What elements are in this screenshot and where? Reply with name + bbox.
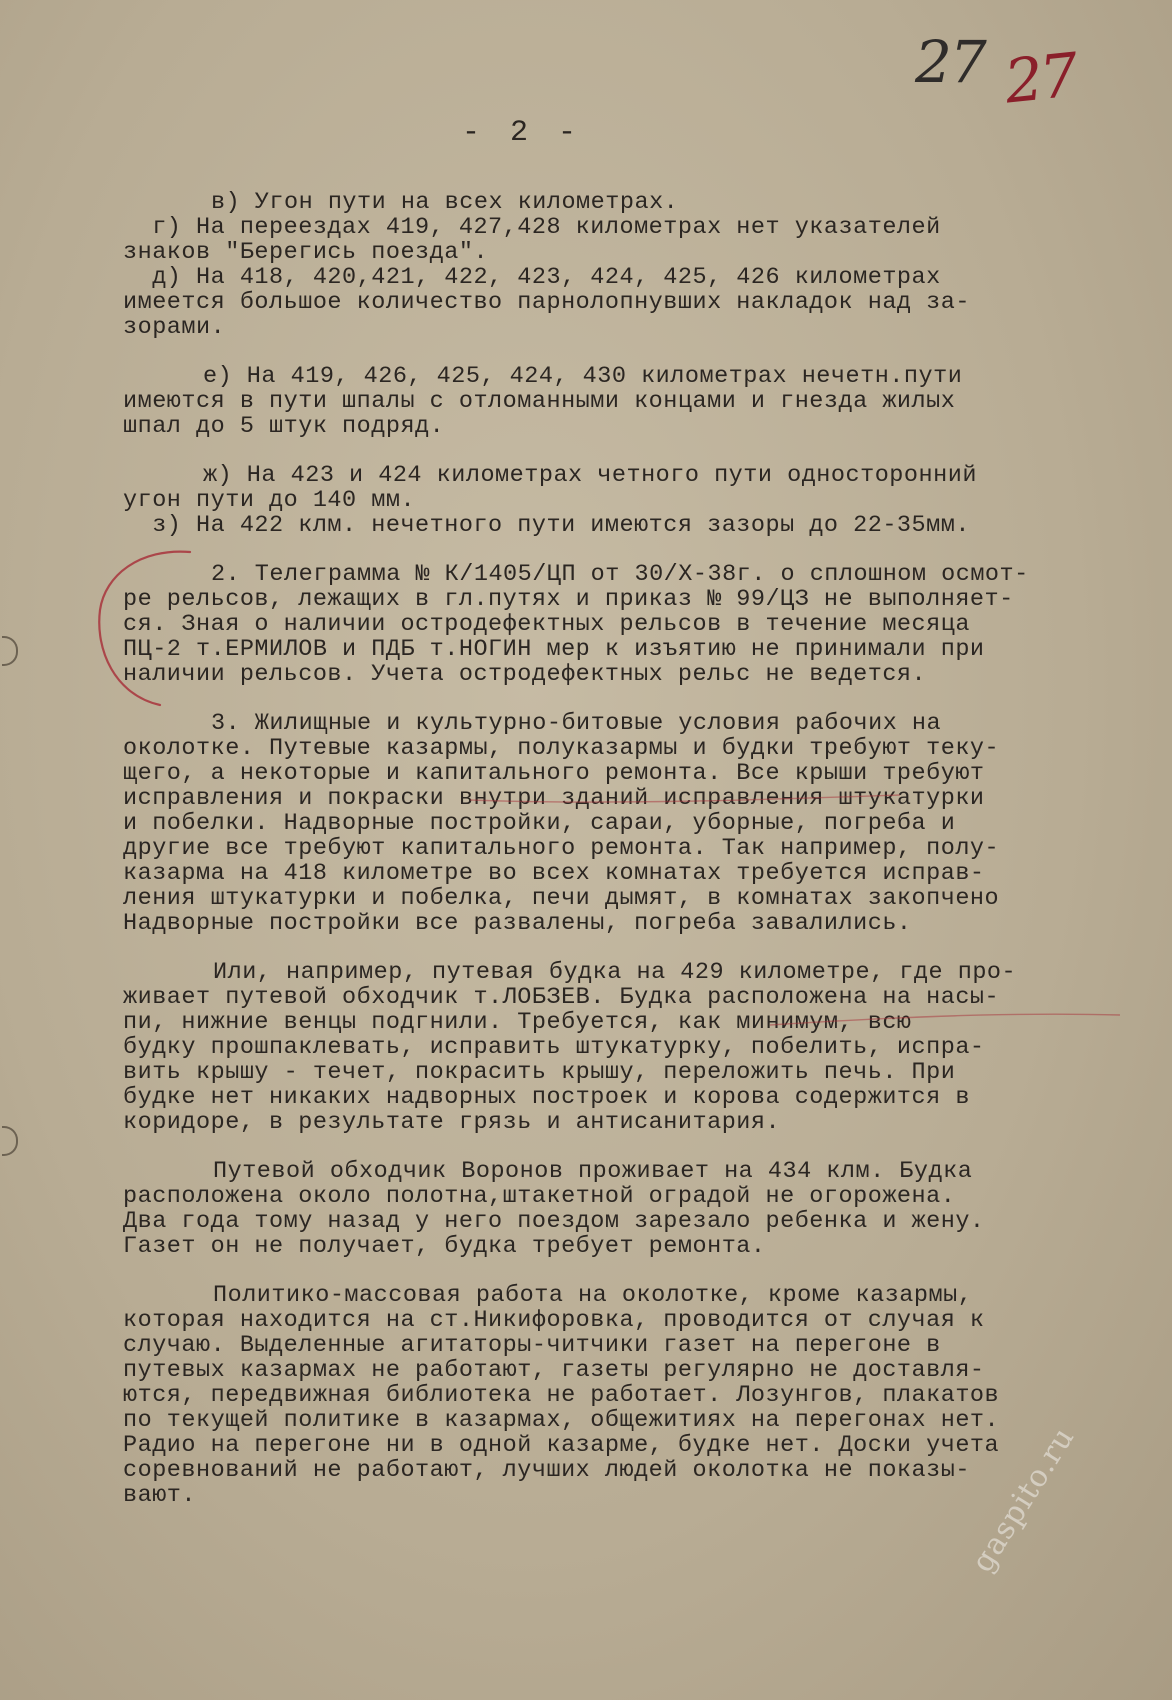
text-line: Радио на перегоне ни в одной казарме, будке нет. Доски учета bbox=[123, 1432, 1000, 1459]
paragraph-gap bbox=[123, 936, 1163, 960]
text-line: другие все требуют капитального ремонта. Так например, полу- bbox=[123, 835, 1000, 862]
text-line: путевых казармах не работают, газеты регулярно не доставля- bbox=[123, 1357, 985, 1384]
text-line: наличии рельсов. Учета остродефектных рельс не ведется. bbox=[123, 661, 927, 688]
text-line: угон пути до 140 мм. bbox=[123, 487, 416, 514]
paragraph-gap bbox=[123, 439, 1163, 463]
paragraph bbox=[123, 190, 1163, 340]
text-line: исправления и покраски внутри зданий исправления штукатурки bbox=[123, 785, 985, 812]
text-line: расположена около полотна,штакетной оградой не огорожена. bbox=[123, 1183, 956, 1210]
text-line: в) Угон пути на всех километрах. bbox=[211, 189, 679, 216]
paragraph bbox=[123, 463, 1163, 538]
text-line: и побелки. Надворные постройки, сараи, уборные, погреба и bbox=[123, 810, 956, 837]
text-line: будку прошпаклевать, исправить штукатурку, побелить, испра- bbox=[123, 1034, 985, 1061]
paragraph bbox=[123, 1159, 1163, 1259]
watermark: gaspito.ru bbox=[965, 1420, 1082, 1579]
text-line: ся. Зная о наличии остродефектных рельсов в течение месяца bbox=[123, 611, 970, 638]
text-line: вают. bbox=[123, 1482, 197, 1509]
text-line: по текущей политике в казармах, общежитиях на перегонах нет. bbox=[123, 1407, 1000, 1434]
archive-number-pencil: 27 bbox=[915, 28, 985, 96]
paragraph-gap bbox=[123, 340, 1163, 364]
text-line: имеется большое количество парнолопнувших накладок над за- bbox=[123, 289, 970, 316]
paragraph bbox=[123, 562, 1163, 687]
punch-hole-bottom bbox=[2, 1126, 18, 1156]
text-line: Два года тому назад у него поездом зарезало ребенка и жену. bbox=[123, 1208, 985, 1235]
text-line: имеются в пути шпалы с отломанными концами и гнезда жилых bbox=[123, 388, 956, 415]
document-body bbox=[123, 190, 1163, 1508]
text-line: которая находится на ст.Никифоровка, проводится от случая к bbox=[123, 1307, 985, 1334]
text-line: околотке. Путевые казармы, полуказармы и будки требуют теку- bbox=[123, 735, 1000, 762]
text-line: пи, нижние венцы подгнили. Требуется, как минимум, всю bbox=[123, 1009, 912, 1036]
text-line: будке нет никаких надворных построек и корова содержится в bbox=[123, 1084, 970, 1111]
text-line: казарма на 418 километре во всех комнатах требуется исправ- bbox=[123, 860, 985, 887]
text-line: ре рельсов, лежащих в гл.путях и приказ № 99/ЦЗ не выполняет- bbox=[123, 586, 1014, 613]
text-line: ПЦ-2 т.ЕРМИЛОВ и ПДБ т.НОГИН мер к изъятию не принимали при bbox=[123, 636, 985, 663]
text-line: 3. Жилищные и культурно-битовые условия рабочих на bbox=[211, 710, 942, 737]
archive-number-ink: 27 bbox=[1001, 40, 1079, 118]
paragraph bbox=[123, 711, 1163, 936]
text-line: з) На 422 клм. нечетного пути имеются зазоры до 22-35мм. bbox=[123, 512, 970, 539]
text-line: знаков "Берегись поезда". bbox=[123, 239, 489, 266]
paragraph-gap bbox=[123, 538, 1163, 562]
text-line: ж) На 423 и 424 километрах четного пути односторонний bbox=[203, 462, 977, 489]
paragraph-gap bbox=[123, 687, 1163, 711]
paragraph-gap bbox=[123, 1259, 1163, 1283]
paragraph bbox=[123, 960, 1163, 1135]
text-line: коридоре, в результате грязь и антисанитария. bbox=[123, 1109, 781, 1136]
text-line: Политико-массовая работа на околотке, кроме казармы, bbox=[213, 1282, 973, 1309]
text-line: 2. Телеграмма № К/1405/ЦП от 30/Х-38г. о сплошном осмот- bbox=[211, 561, 1029, 588]
paragraph-gap bbox=[123, 1135, 1163, 1159]
text-line: г) На переездах 419, 427,428 километрах нет указателей bbox=[123, 214, 941, 241]
text-line: вить крышу - течет, покрасить крышу, переложить печь. При bbox=[123, 1059, 956, 1086]
archive-sheet-number bbox=[915, 28, 1125, 138]
text-line: д) На 418, 420,421, 422, 423, 424, 425, 426 километрах bbox=[123, 264, 941, 291]
text-line: Надворные постройки все развалены, погреба завалились. bbox=[123, 910, 912, 937]
text-line: живает путевой обходчик т.ЛОБЗЕВ. Будка расположена на насы- bbox=[123, 984, 1000, 1011]
text-line: Газет он не получает, будка требует ремонта. bbox=[123, 1233, 766, 1260]
punch-hole-top bbox=[2, 636, 18, 666]
text-line: Или, например, путевая будка на 429 километре, где про- bbox=[213, 959, 1017, 986]
paragraph bbox=[123, 364, 1163, 439]
paragraph bbox=[123, 1283, 1163, 1508]
text-line: зорами. bbox=[123, 314, 226, 341]
text-line: е) На 419, 426, 425, 424, 430 километрах нечетн.пути bbox=[203, 363, 963, 390]
page-number: - 2 - bbox=[462, 116, 583, 150]
text-line: соревнований не работают, лучших людей околотка не показы- bbox=[123, 1457, 970, 1484]
text-line: ления штукатурки и побелка, печи дымят, в комнатах закопчено bbox=[123, 885, 1000, 912]
text-line: Путевой обходчик Воронов проживает на 434 клм. Будка bbox=[213, 1158, 973, 1185]
text-line: ются, передвижная библиотека не работает. Лозунгов, плакатов bbox=[123, 1382, 1000, 1409]
text-line: шпал до 5 штук подряд. bbox=[123, 413, 445, 440]
text-line: щего, а некоторые и капитального ремонта. Все крыши требуют bbox=[123, 760, 985, 787]
text-line: случаю. Выделенные агитаторы-читчики газет на перегоне в bbox=[123, 1332, 941, 1359]
